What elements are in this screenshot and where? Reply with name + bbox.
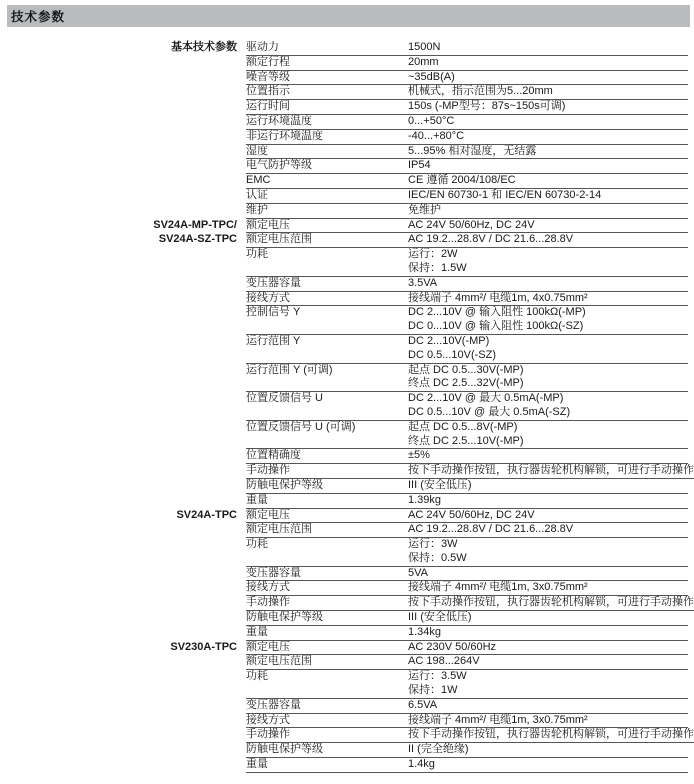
row-body <box>246 494 688 509</box>
row-body <box>246 523 688 538</box>
param-value <box>408 41 688 55</box>
param-name: 防触电保护等级 <box>246 611 323 624</box>
table-row <box>0 145 688 160</box>
param-value <box>408 219 688 233</box>
param-value <box>408 421 688 449</box>
row-body <box>246 292 688 307</box>
row-body <box>246 714 688 729</box>
row-body <box>246 538 688 567</box>
row-body <box>246 233 688 248</box>
value-line: 6.5VA <box>408 698 438 711</box>
value-line: 150s (-MP型号：87s~150s可调) <box>408 100 566 113</box>
section-label <box>0 655 237 670</box>
param-value <box>408 641 688 655</box>
value-line: 起点 DC 0.5...30V(-MP) <box>408 363 524 376</box>
value-line: 1.34kg <box>408 625 442 638</box>
param-value <box>408 189 688 203</box>
param-name: 重量 <box>246 758 268 771</box>
row-body <box>246 56 688 71</box>
param-value <box>408 277 688 291</box>
value-line: II (完全绝缘) <box>408 743 469 756</box>
param-value <box>408 174 688 188</box>
row-body <box>246 277 688 292</box>
value-line: IEC/EN 60730-1 和 IEC/EN 60730-2-14 <box>408 188 602 201</box>
value-line: 终点 DC 2.5...32V(-MP) <box>408 377 524 390</box>
param-value <box>408 509 688 523</box>
table-row <box>0 174 688 189</box>
value-line: 1.39kg <box>408 493 442 506</box>
value-line: 运行：2W <box>408 248 458 261</box>
section-label <box>0 100 237 115</box>
spec-table <box>0 41 694 773</box>
section-label <box>0 277 237 292</box>
table-row <box>0 538 688 567</box>
table-row <box>0 449 688 464</box>
param-value <box>408 626 688 640</box>
param-name: 功耗 <box>246 538 268 551</box>
param-name: 额定行程 <box>246 55 290 68</box>
row-body <box>246 392 688 421</box>
param-name: 额定电压范围 <box>246 233 312 246</box>
row-body <box>246 758 688 773</box>
section-label <box>0 626 237 641</box>
section-label <box>0 758 237 773</box>
value-line: III (安全低压) <box>408 478 472 491</box>
row-body <box>246 611 688 626</box>
param-name: 湿度 <box>246 144 268 157</box>
param-name: 变压器容量 <box>246 698 301 711</box>
row-body <box>246 41 688 56</box>
param-name: 运行时间 <box>246 100 290 113</box>
value-line: III (安全低压) <box>408 611 472 624</box>
row-body <box>246 364 688 393</box>
table-row <box>0 100 688 115</box>
table-row <box>0 479 688 494</box>
param-name: 功耗 <box>246 248 268 261</box>
value-line: 起点 DC 0.5...8V(-MP) <box>408 420 518 433</box>
value-line: 保持：1W <box>408 684 458 697</box>
table-row <box>0 335 688 364</box>
row-body <box>246 509 688 524</box>
row-body <box>246 335 688 364</box>
row-body <box>246 596 694 611</box>
row-body <box>246 670 688 699</box>
table-row <box>0 364 688 393</box>
value-line: DC 0.5...10V @ 最大 0.5mA(-SZ) <box>408 405 571 418</box>
row-body <box>246 189 688 204</box>
row-body <box>246 567 688 582</box>
row-body <box>246 626 688 641</box>
section-label <box>0 523 237 538</box>
table-row <box>0 567 688 582</box>
param-value <box>408 464 694 478</box>
section-label <box>0 189 237 204</box>
param-name: 接线方式 <box>246 581 290 594</box>
section-label <box>0 364 237 393</box>
section-label <box>0 596 237 611</box>
row-body <box>246 641 688 656</box>
value-line: DC 0...10V @ 输入阻性 100kΩ(-SZ) <box>408 320 584 333</box>
param-name: 位置精确度 <box>246 449 301 462</box>
page-title: 技术参数 <box>11 10 66 24</box>
param-name: 额定电压范围 <box>246 523 312 536</box>
param-value <box>408 538 688 566</box>
table-row <box>0 56 688 71</box>
param-value <box>408 145 688 159</box>
table-row <box>0 714 688 729</box>
row-body <box>246 204 688 219</box>
value-line: 运行：3.5W <box>408 670 467 683</box>
table-row <box>0 523 688 538</box>
section-label <box>0 130 237 145</box>
section-label <box>0 464 237 479</box>
param-value <box>408 115 688 129</box>
param-name: 位置反馈信号 U <box>246 392 323 405</box>
value-line: 终点 DC 2.5...10V(-MP) <box>408 434 524 447</box>
param-value <box>408 449 688 463</box>
param-value <box>408 100 688 114</box>
row-body <box>246 100 688 115</box>
value-line: 免维护 <box>408 203 441 216</box>
row-body <box>246 728 694 743</box>
section-header-bar <box>7 5 690 27</box>
param-value <box>408 364 688 392</box>
section-label <box>0 115 237 130</box>
section-label <box>0 204 237 219</box>
param-name: 位置反馈信号 U (可调) <box>246 420 356 433</box>
table-row <box>0 626 688 641</box>
table-row <box>0 509 688 524</box>
section-label <box>0 714 237 729</box>
param-value <box>408 335 688 363</box>
section-label <box>0 174 237 189</box>
param-value <box>408 85 688 99</box>
section-label <box>0 581 237 596</box>
param-value <box>408 130 688 144</box>
row-body <box>246 219 688 234</box>
row-body <box>246 174 688 189</box>
table-row <box>0 292 688 307</box>
param-value <box>408 714 688 728</box>
param-value <box>408 581 688 595</box>
value-line: 1500N <box>408 41 441 53</box>
row-body <box>246 421 688 450</box>
datasheet-page <box>0 5 694 773</box>
table-row <box>0 581 688 596</box>
table-row <box>0 464 694 479</box>
row-body <box>246 479 688 494</box>
value-line: AC 19.2...28.8V / DC 21.6...28.8V <box>408 523 574 536</box>
param-name: 运行范围 Y <box>246 334 301 347</box>
param-value <box>408 159 688 173</box>
section-label: SV24A-MP-TPC/ <box>153 218 237 231</box>
param-value <box>408 494 688 508</box>
param-name: 变压器容量 <box>246 566 301 579</box>
row-body <box>246 85 688 100</box>
table-row <box>0 233 688 248</box>
table-row <box>0 743 688 758</box>
value-line: 接线端子 4mm²/ 电缆1m, 3x0.75mm² <box>408 581 588 594</box>
section-label <box>0 699 237 714</box>
section-label <box>0 56 237 71</box>
row-body <box>246 449 688 464</box>
value-line: AC 24V 50/60Hz, DC 24V <box>408 218 535 231</box>
param-name: 控制信号 Y <box>246 306 301 319</box>
value-line: 保持：0.5W <box>408 551 467 564</box>
section-label <box>0 611 237 626</box>
param-name: 驱动力 <box>246 41 279 53</box>
param-value <box>408 204 688 218</box>
section-label <box>0 494 237 509</box>
param-value <box>408 611 688 625</box>
table-row <box>0 306 688 335</box>
section-label <box>0 728 237 743</box>
table-row <box>0 71 688 86</box>
table-row <box>0 41 688 56</box>
param-value <box>408 56 688 70</box>
param-name: EMC <box>246 174 271 187</box>
param-value <box>408 596 694 610</box>
section-label <box>0 159 237 174</box>
value-line: ±5% <box>408 449 430 462</box>
value-line: AC 198...264V <box>408 655 480 668</box>
value-line: AC 230V 50/60Hz <box>408 640 497 653</box>
row-body <box>246 71 688 86</box>
param-value <box>408 758 688 772</box>
param-name: 非运行环境温度 <box>246 129 323 142</box>
param-value <box>408 292 688 306</box>
row-body <box>246 248 688 277</box>
section-label <box>0 85 237 100</box>
param-value <box>408 306 688 334</box>
section-label <box>0 292 237 307</box>
param-value <box>408 655 688 669</box>
param-name: 手动操作 <box>246 464 290 477</box>
section-label: SV24A-TPC <box>176 508 237 521</box>
table-row <box>0 611 688 626</box>
value-line: DC 2...10V(-MP) <box>408 334 490 347</box>
value-line: AC 19.2...28.8V / DC 21.6...28.8V <box>408 233 574 246</box>
section-label <box>0 449 237 464</box>
table-row <box>0 641 688 656</box>
table-row <box>0 189 688 204</box>
param-name: 额定电压 <box>246 218 290 231</box>
table-row <box>0 655 688 670</box>
section-label <box>0 567 237 582</box>
row-body <box>246 699 688 714</box>
section-label <box>0 421 237 450</box>
param-name: 接线方式 <box>246 291 290 304</box>
table-row <box>0 248 688 277</box>
param-value <box>408 479 688 493</box>
table-row <box>0 596 694 611</box>
param-value <box>408 728 694 742</box>
table-row <box>0 204 688 219</box>
table-row <box>0 130 688 145</box>
param-name: 变压器容量 <box>246 276 301 289</box>
section-label <box>0 145 237 160</box>
value-line: ~35dB(A) <box>408 70 455 83</box>
param-name: 额定电压范围 <box>246 655 312 668</box>
row-body <box>246 306 688 335</box>
value-line: 0...+50°C <box>408 114 455 127</box>
param-name: 接线方式 <box>246 713 290 726</box>
param-name: 噪音等级 <box>246 70 290 83</box>
value-line: 运行：3W <box>408 538 458 551</box>
param-name: 电气防护等级 <box>246 159 312 172</box>
section-label: SV24A-SZ-TPC <box>158 233 237 246</box>
value-line: DC 2...10V @ 输入阻性 100kΩ(-MP) <box>408 306 586 319</box>
param-value <box>408 699 688 713</box>
value-line: DC 0.5...10V(-SZ) <box>408 348 497 361</box>
param-value <box>408 743 688 757</box>
value-line: 3.5VA <box>408 276 438 289</box>
section-label <box>0 743 237 758</box>
value-line: 5VA <box>408 566 428 579</box>
param-name: 额定电压 <box>246 508 290 521</box>
section-label <box>0 538 237 567</box>
param-value <box>408 71 688 85</box>
param-name: 重量 <box>246 493 268 506</box>
value-line: AC 24V 50/60Hz, DC 24V <box>408 508 535 521</box>
value-line: 接线端子 4mm²/ 电缆1m, 4x0.75mm² <box>408 291 588 304</box>
row-body <box>246 115 688 130</box>
table-row <box>0 159 688 174</box>
value-line: 1.4kg <box>408 758 435 771</box>
section-label: SV230A-TPC <box>170 640 237 653</box>
row-body <box>246 464 694 479</box>
table-row <box>0 494 688 509</box>
param-name: 位置指示 <box>246 85 290 98</box>
section-label <box>0 670 237 699</box>
table-row <box>0 219 688 234</box>
value-line: -40...+80°C <box>408 129 465 142</box>
param-value <box>408 233 688 247</box>
param-name: 额定电压 <box>246 640 290 653</box>
value-line: 按下手动操作按钮，执行器齿轮机构解锁，可进行手动操作 <box>408 596 694 609</box>
param-name: 维护 <box>246 203 268 216</box>
value-line: 按下手动操作按钮，执行器齿轮机构解锁，可进行手动操作 <box>408 464 694 477</box>
row-body <box>246 145 688 160</box>
param-name: 手动操作 <box>246 728 290 741</box>
param-value <box>408 523 688 537</box>
param-name: 运行环境温度 <box>246 114 312 127</box>
section-label <box>0 392 237 421</box>
value-line: CE 遵循 2004/108/EC <box>408 174 516 187</box>
param-name: 认证 <box>246 188 268 201</box>
value-line: 5...95% 相对湿度，无结露 <box>408 144 537 157</box>
value-line: 接线端子 4mm²/ 电缆1m, 3x0.75mm² <box>408 713 588 726</box>
value-line: 保持：1.5W <box>408 261 467 274</box>
section-label <box>0 71 237 86</box>
table-row <box>0 699 688 714</box>
section-label <box>0 479 237 494</box>
table-row <box>0 670 688 699</box>
value-line: 机械式，指示范围为5...20mm <box>408 85 553 98</box>
param-value <box>408 567 688 581</box>
value-line: DC 2...10V @ 最大 0.5mA(-MP) <box>408 392 564 405</box>
param-name: 防触电保护等级 <box>246 478 323 491</box>
table-row <box>0 728 694 743</box>
param-value <box>408 392 688 420</box>
section-label <box>0 248 237 277</box>
param-name: 手动操作 <box>246 596 290 609</box>
param-value <box>408 670 688 698</box>
param-name: 运行范围 Y (可调) <box>246 363 333 376</box>
param-name: 功耗 <box>246 670 268 683</box>
table-row <box>0 758 688 773</box>
section-label <box>0 306 237 335</box>
table-row <box>0 392 688 421</box>
param-value <box>408 248 688 276</box>
table-row <box>0 85 688 100</box>
param-name: 重量 <box>246 625 268 638</box>
section-label <box>0 335 237 364</box>
row-body <box>246 130 688 145</box>
row-body <box>246 655 688 670</box>
value-line: 20mm <box>408 55 439 68</box>
value-line: 按下手动操作按钮，执行器齿轮机构解锁，可进行手动操作 <box>408 728 694 741</box>
param-name: 防触电保护等级 <box>246 743 323 756</box>
value-line: IP54 <box>408 159 431 172</box>
row-body <box>246 581 688 596</box>
table-row <box>0 277 688 292</box>
row-body <box>246 159 688 174</box>
table-row <box>0 115 688 130</box>
section-label: 基本技术参数 <box>171 41 237 53</box>
table-row <box>0 421 688 450</box>
row-body <box>246 743 688 758</box>
